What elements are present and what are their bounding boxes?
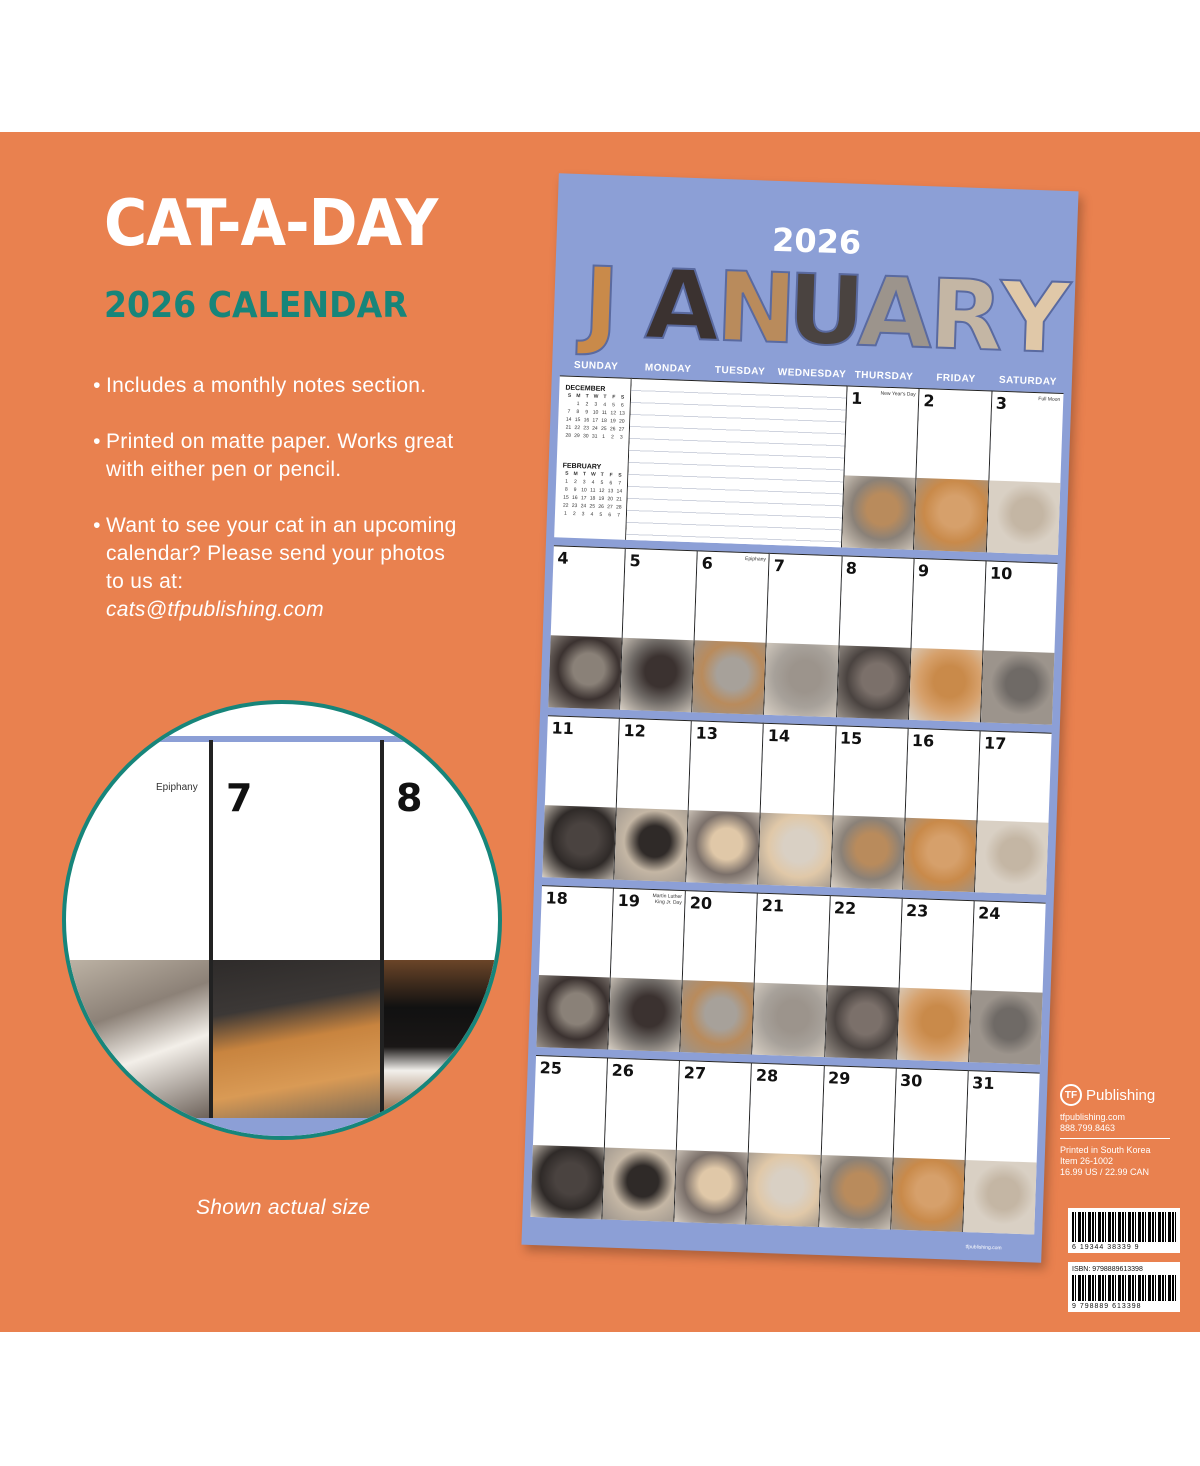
month-letter: R [927,258,1006,373]
mini-calendar-day: 5 [600,479,604,486]
mini-calendar-day: 1 [565,478,569,485]
day-cell[interactable] [542,715,620,879]
calendar-weeks [530,545,1057,1234]
day-number: 1 [850,388,863,408]
cat-photo [692,640,766,714]
cat-photo [213,960,380,1118]
mini-calendar-day: 18 [601,417,607,425]
mini-calendar-weekday: T [582,471,587,478]
mini-calendar-day: 22 [562,502,569,509]
mini-calendar-day: 8 [576,409,580,416]
day-cell[interactable] [825,895,903,1059]
day-number: 17 [983,733,1007,754]
isbn-barcode [1068,1262,1180,1312]
month-letter: U [785,253,868,368]
mini-calendar-day: 19 [598,495,605,503]
calendar-page [521,173,1078,1262]
publisher-info [1060,1084,1180,1178]
day-cell[interactable] [675,1060,753,1224]
mini-calendar-day: 1 [602,433,606,441]
mini-calendar-weekday: M [573,470,578,478]
mini-calendar-day: 17 [592,417,599,424]
feature-item [88,512,468,624]
mini-calendar-day: 12 [598,487,605,495]
cat-photo [603,1147,677,1221]
mini-calendar-day: 3 [581,511,585,518]
upc-digits: 6 19344 38339 9 [1072,1244,1140,1251]
mini-calendar-day: 3 [594,401,598,408]
mini-calendar-day: 28 [615,504,622,511]
calendar-week [530,1055,1039,1234]
cat-photo [897,988,971,1062]
cat-photo [675,1150,749,1224]
month-letter: N [714,250,799,366]
day-number: 25 [539,1058,563,1078]
mini-calendar-day: 13 [619,410,625,417]
cat-photo [975,820,1049,894]
barcode-icon [1072,1212,1176,1242]
cat-photo [384,960,502,1118]
cat-photo [842,475,916,549]
cat-photo [981,650,1055,724]
day-cell[interactable] [891,1068,969,1232]
mini-calendar-day: 3 [619,434,623,441]
day-cell[interactable] [759,723,837,887]
day-cell[interactable] [686,720,764,884]
calendar-week [548,545,1057,724]
day-cell[interactable] [692,550,770,714]
day-cell[interactable] [819,1065,897,1229]
feature-text: Includes a monthly notes section. [106,374,427,397]
day-number: 18 [545,888,569,909]
cat-photo [530,1145,604,1219]
notes-section [554,375,847,547]
mini-calendar-day: 26 [598,503,604,511]
cat-photo [620,638,694,712]
month-letter: A [643,248,722,363]
day-number: 26 [611,1060,635,1081]
mini-calendar-weekday: T [600,471,604,479]
day-cell[interactable] [837,555,915,719]
cat-photo [903,818,977,892]
mini-calendar-prev [564,385,628,442]
mini-calendar-day: 17 [580,495,587,502]
mini-calendar-next [561,463,625,520]
divider [1060,1138,1170,1139]
weekday-label: FRIDAY [936,372,976,385]
cat-photo [542,805,616,879]
mini-calendar-title: DECEMBER [565,384,606,394]
day-cell[interactable] [897,898,975,1062]
price: 16.99 US / 22.99 CAN [1060,1167,1150,1177]
publisher-logo [1060,1084,1180,1106]
zoom-day-number: 8 [396,776,423,820]
day-cell[interactable] [765,553,843,717]
day-number: 4 [557,548,569,568]
isbn-digits: 9 798889 613398 [1072,1303,1142,1310]
mini-calendar-day: 4 [603,401,607,409]
feature-item [88,428,468,484]
mini-calendar-day: 1 [576,401,580,408]
feature-text-group [106,512,468,624]
day-number: 9 [917,561,930,581]
weekday-label: WEDNESDAY [777,367,847,381]
day-cell[interactable] [620,548,698,712]
mini-calendar-weekday: S [618,472,622,479]
mini-calendar-day: 7 [617,512,621,519]
mini-calendar-day: 5 [599,511,603,518]
day-number: 22 [833,898,857,919]
day-number: 16 [911,730,935,751]
mini-calendar-day: 13 [607,488,614,495]
holiday-label: Full Moon [1038,396,1061,403]
mini-calendar-day: 21 [565,424,572,431]
day-cell[interactable] [536,885,614,1049]
mini-calendar-day: 10 [592,409,599,416]
publisher-phone: 888.799.8463 [1060,1123,1116,1133]
day-number: 7 [773,555,786,576]
day-cell[interactable] [681,890,759,1054]
day-number: 27 [683,1063,707,1083]
month-letter: A [856,255,935,371]
cat-photo [969,990,1043,1064]
mini-calendar-day: 27 [618,426,625,433]
mini-calendar-day: 30 [582,433,589,440]
day-cell[interactable] [603,1058,681,1222]
product-details [1060,1145,1180,1178]
mini-calendar-day: 16 [571,494,578,502]
mini-calendar-day: 2 [585,401,589,408]
mini-calendar-weekday: M [576,392,581,400]
mini-calendar-day: 21 [616,496,622,503]
day-cell[interactable] [914,388,992,552]
day-number: 28 [755,1065,779,1086]
day-cell[interactable] [614,718,692,882]
mini-calendar-day: 19 [610,418,616,425]
publisher-name: Publishing [1086,1086,1156,1104]
notes-lines[interactable] [626,378,848,547]
day-number: 13 [695,723,719,744]
cat-photo [987,480,1061,554]
day-cell[interactable] [975,730,1052,894]
feature-text: Printed on matte paper. Works great with either pen or pencil. [106,430,454,481]
mini-calendar-day: 10 [581,487,587,494]
mini-calendar-day: 3 [582,479,586,486]
calendar-year: 2026 [771,220,862,262]
mini-calendar-weekday: F [609,472,613,479]
mini-calendar-day: 9 [585,409,589,416]
mini-calendar-day: 23 [571,502,578,510]
mini-calendar-weekday: S [567,392,572,399]
tf-logo-icon: TF [1060,1084,1082,1106]
mini-calendar-day: 11 [590,487,596,494]
day-number: 10 [989,563,1013,584]
cat-photo [765,643,839,717]
mini-calendar-grid [564,392,628,442]
feature-text: Want to see your cat in an upcoming calendar? Please send your photos to us at: [106,514,457,593]
publisher-url[interactable]: tfpublishing.com [1060,1112,1126,1122]
day-cell[interactable] [548,545,626,709]
product-subtitle: 2026 CALENDAR [104,285,408,326]
day-number: 21 [761,895,785,916]
cat-photo [914,478,988,552]
day-number: 30 [899,1070,923,1091]
product-title: CAT-A-DAY [104,187,438,261]
bullet-icon: • [93,514,101,537]
publisher-contact [1060,1112,1180,1134]
mini-calendar-day: 28 [565,432,572,439]
cat-photo [753,983,827,1057]
mini-calendar-weekday: S [565,470,569,477]
calendar-week [542,715,1051,894]
cat-photo [891,1158,965,1232]
mini-calendar-day: 6 [620,402,624,409]
day-number: 23 [905,900,929,921]
cat-photo [831,815,905,889]
day-cell[interactable] [969,900,1046,1064]
mini-calendar-day: 24 [580,503,587,510]
mini-calendar-day: 6 [608,512,612,519]
mini-calendar-day: 4 [591,479,595,486]
cat-photo [759,813,833,887]
bullet-icon: • [93,374,101,397]
cat-photo [825,985,899,1059]
actual-size-zoom [62,700,502,1140]
mini-calendar-day: 16 [583,417,590,424]
day-number: 29 [827,1068,851,1088]
day-cell[interactable] [608,888,686,1052]
cat-photo [608,978,682,1052]
zoom-top-band [66,736,502,742]
mini-calendar-weekday: T [585,393,589,400]
feature-list [88,372,468,652]
day-number: 6 [701,553,714,573]
isbn-label: ISBN: 9798889613398 [1072,1266,1143,1273]
day-number: 14 [767,725,791,746]
mini-calendar-day: 1 [563,510,567,517]
weekday-label: SATURDAY [998,374,1058,388]
printed-in: Printed in South Korea [1060,1145,1151,1155]
mini-calendar-day: 24 [592,425,598,432]
mini-calendar-day: 26 [609,426,616,433]
day-number: 31 [971,1073,995,1094]
holiday-label: New Year's Day [880,390,916,398]
mini-calendar-day: 14 [616,488,623,495]
calendar-grid [530,375,1063,1242]
mini-calendar-weekday: F [612,394,616,401]
day-cell[interactable] [831,725,909,889]
mini-calendar-day: 2 [572,510,576,518]
day-cell[interactable] [909,558,987,722]
calendar-week [536,885,1045,1064]
mini-calendar-day: 12 [610,410,617,417]
cat-photo [837,645,911,719]
calendar-preview [521,173,1078,1262]
mini-calendar-day: 7 [618,480,622,487]
cat-photo [909,648,983,722]
day-number: 5 [629,550,642,571]
mini-calendar-day: 2 [573,478,577,486]
cat-photo [963,1160,1037,1234]
day-cell[interactable] [842,385,920,549]
month-letter: Y [998,260,1072,376]
weekday-label: SUNDAY [573,359,619,373]
mini-calendar-day: 23 [583,425,589,432]
cat-photo [681,980,755,1054]
day-cell[interactable] [903,728,981,892]
mini-calendar-day: 5 [612,402,615,409]
item-number: Item 26-1002 [1060,1156,1114,1166]
weekday-label: THURSDAY [854,369,914,383]
day-cell[interactable] [987,391,1064,555]
email-link[interactable]: cats@tfpublishing.com [106,598,324,621]
mini-calendar-day: 7 [567,408,571,415]
mini-calendar-day: 2 [610,434,614,441]
zoom-day-number: 7 [226,776,253,820]
zoom-holiday-label: Epiphany [156,782,198,793]
mini-calendar-day: 4 [590,511,594,518]
mini-calendar-weekday: T [603,393,607,401]
mini-calendar-day: 15 [574,416,581,424]
mini-calendar-day: 15 [563,494,569,501]
mini-calendar-day: 25 [600,425,607,433]
day-number: 3 [995,393,1008,414]
holiday-label: Epiphany [744,555,767,563]
mini-calendar-day: 25 [589,503,596,510]
mini-calendar-day: 20 [618,418,625,425]
mini-calendar-day: 27 [607,504,613,511]
mini-calendar-day: 6 [609,480,613,487]
cat-photo [819,1155,893,1229]
mini-calendar-grid [561,470,625,520]
cat-photo [548,635,622,709]
mini-calendars [554,375,632,539]
mini-calendar-day: 9 [573,486,577,494]
mini-calendar-day: 29 [574,432,580,440]
zoom-caption: Shown actual size [196,1196,371,1219]
mini-calendar-day: 18 [589,495,596,502]
month-letter: J [581,246,622,360]
calendar-week [554,375,1063,554]
day-number: 15 [839,728,863,749]
mini-calendar-title: FEBRUARY [562,462,602,471]
bullet-icon: • [93,430,101,453]
mini-calendar-day: 22 [574,424,581,432]
day-number: 2 [923,391,935,411]
barcode-icon [1072,1275,1176,1301]
mini-calendar-day: 31 [591,433,598,440]
calendar-footer-url: tfpublishing.com [965,1244,1002,1252]
mini-calendar-day: 8 [564,486,568,493]
mini-calendar-weekday: W [590,471,596,478]
day-number: 19 [617,890,641,911]
mini-calendar-day: 20 [607,496,614,503]
holiday-label: Martin Luther King Jr. Day [652,892,683,906]
mini-calendar-day: 11 [601,409,608,417]
day-number: 24 [977,903,1001,924]
day-number: 12 [623,720,647,741]
day-cell[interactable] [981,560,1058,724]
day-cell[interactable] [747,1063,825,1227]
weekday-label: TUESDAY [714,364,766,378]
cat-photo [614,808,688,882]
upc-barcode [1068,1208,1180,1253]
cat-photo [686,810,760,884]
day-cell[interactable] [963,1070,1040,1234]
day-cell[interactable] [530,1055,608,1219]
mini-calendar-day: 14 [565,416,572,423]
day-cell[interactable] [753,893,831,1057]
weekday-label: MONDAY [644,362,692,375]
cat-photo [536,975,610,1049]
day-number: 11 [551,718,575,739]
day-number: 20 [689,893,713,914]
cat-photo [66,960,209,1118]
day-number: 8 [845,558,858,578]
mini-calendar-weekday: S [620,394,625,401]
cat-photo [747,1152,821,1226]
mini-calendar-weekday: W [593,393,599,400]
feature-item [88,372,468,400]
